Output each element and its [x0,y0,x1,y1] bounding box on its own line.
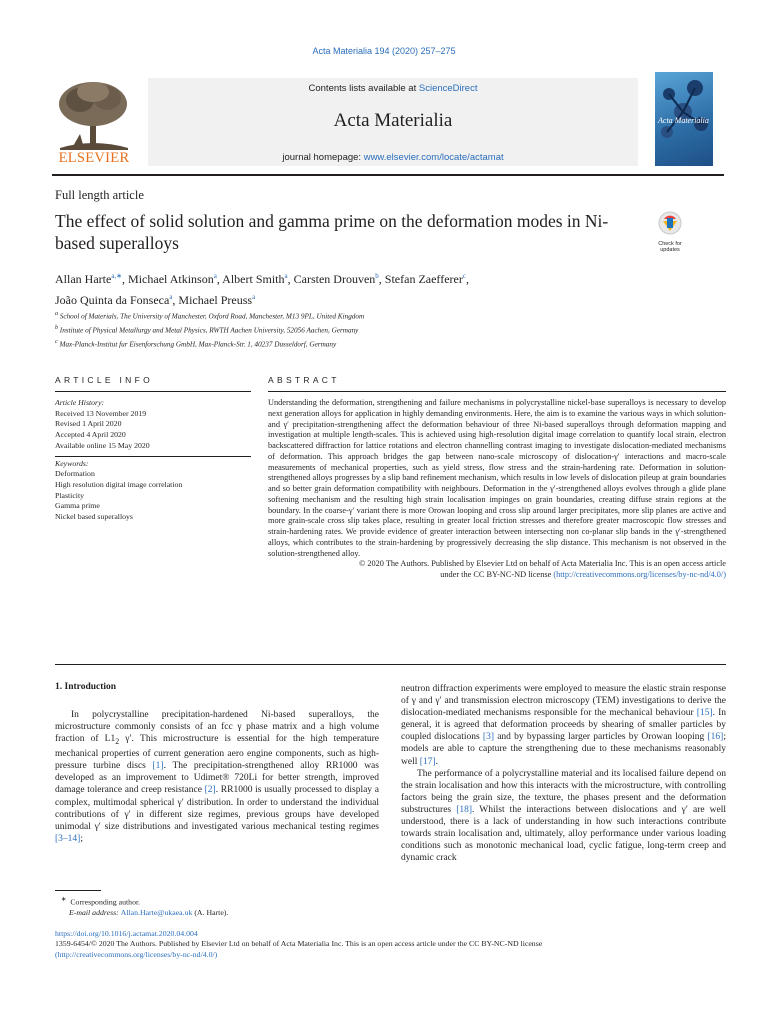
sciencedirect-link[interactable]: ScienceDirect [418,83,478,94]
author-name[interactable]: Michael Preuss [178,293,253,307]
history-item: Available online 15 May 2020 [55,440,150,450]
article-info [55,398,255,523]
journal-banner [148,78,638,166]
keyword-item: Deformation [55,469,95,479]
section-heading: 1. Introduction [55,682,117,692]
paragraph: In polycrystalline precipitation-hardened Ni-based superalloys, the microstructure commonly consists of an fcc γ phase matrix and a high volume fraction of $L1_2$ γ′. This microstructure is essential for the high temperature mechanical properties of current generation aero engine components, such as high-pressure turbine discs [1]. The precipitation-strengthened alloy RR1000 was developed as an improvement to Udimet® 720Li for better strength, improved damage tolerance and creep resistance [2]. RR1000 is usually processed to display a complex, multimodal spherical γ′ distribution. In order to understand the individual contributions of γ′ in different size regimes, previous groups have developed unimodal γ′ size distributions and investigated various mechanical testing regimes [3–14]; [55,710,379,844]
page-footer [55,929,735,960]
reference-link[interactable]: [3] [482,732,494,743]
author-affiliation-sup[interactable]: a [252,293,256,301]
journal-cover-image [655,72,713,166]
reference-link[interactable]: [17] [419,756,436,767]
abstract-bottom-rule [55,664,726,665]
author-name[interactable]: João Quinta da Fonseca [55,293,170,307]
body-column-left [55,709,379,845]
reference-link[interactable]: [16] [707,732,724,743]
abstract-rule [268,391,726,392]
reference-link[interactable]: [2] [204,785,216,796]
cover-title: Acta Materialia [658,116,709,125]
journal-homepage-line: journal homepage: www.elsevier.com/locate/actamat [282,152,504,163]
article-title: The effect of solid solution and gamma prime on the deformation modes in Ni-based superalloys [55,211,609,253]
check-for-updates-badge[interactable] [651,210,689,253]
journal-citation[interactable]: Acta Materialia 194 (2020) 257–275 [312,46,456,56]
author-affiliation-sup[interactable]: a,∗ [111,272,123,280]
abstract-text: Understanding the deformation, strengthening and failure mechanisms in polycrystalline nickel-base superalloys is necessary to develop next generation alloys for application in highly demanding environments. Here, the aim is to examine the various ways in which solution- and γ′ precipitation-strengthening affect the deformation behaviour of three Ni-based superalloys through deformation mapping and investigation at multiple length-scales. This is achieved using high-resolution digital image correlation to quantify local strain, electron backscattered diffraction for lattice rotations and electron channelling contrast imaging to investigate dislocation-mediated mechanisms of deformation. This approach bridges the gap between nano-scale microscopy of dislocation-γ′ interactions and macro-scale measurements of mechanical properties, such as yield stress, flow stress and the strain-hardening rate. Deformation in solution-strengthened alloys progresses by a slip band refinement mechanism, which results in low levels of dislocation pileup at grain boundaries and so better grain deformation compatibility with neighbours. Deformation in the γ′-strengthened alloys evolves through a glide plane softening mechanism and the resulting high strain localisation impinges on grain boundaries, creating diffuse strain regions at the boundary. In the coarse-γ′ variant there is more Orowan looping and cross slip around larger precipitates, more slip planes are active and more grain-scale cross slip takes place, resulting in greater local friction stresses and therefore greater macroscopic flow stresses and strain-hardening rates. We provide evidence of greater interaction between intersecting non co-planar slip bands in the γ′-strengthened alloys, which contributes to the strain-hardening by progressively decreasing the slip distance. This mechanism is not observed in the solution-strengthened alloy. [268,398,726,558]
affiliation-list [55,309,675,351]
crossmark-icon [651,210,689,236]
footnote [55,895,228,919]
crossmark-label: Check for updates [658,241,682,253]
header-rule [52,174,724,176]
body-column-right [401,683,726,864]
author-affiliation-sup[interactable]: a [284,272,288,280]
corresponding-author-note: ∗ Corresponding author. [61,896,141,907]
doi-link[interactable]: https://doi.org/10.1016/j.actamat.2020.04.004 [55,929,198,938]
author-list: Allan Harte$^{a,∗}$, Michael Atkinson$^a$, Albert Smith$^a$, Carsten Drouven$^b$, Stefan Zaefferer$^c$, João Quinta da Fonseca$^a$, Michael Preuss$^a$ [55,272,469,307]
copyright-line: © 2020 The Authors. Published by Elsevier Ltd on behalf of Acta Materialia Inc. This is an open access article [358,559,726,569]
history-item: Accepted 4 April 2020 [55,430,126,440]
author-affiliation-sup[interactable]: c [462,272,466,280]
abstract-body [268,398,726,581]
reference-link[interactable]: [3–14] [55,833,81,844]
reference-link[interactable]: [15] [696,708,713,719]
issn-line: 1359-6454/© 2020 The Authors. Published by Elsevier Ltd on behalf of Acta Materialia Inc. This is an open access article under the CC BY-NC-ND license [55,939,543,949]
author-affiliation-sup[interactable]: a [213,272,217,280]
elsevier-logo [52,78,136,166]
license-link[interactable]: (http://creativecommons.org/licenses/by-nc-nd/4.0/) [553,570,726,579]
article-info-heading: ARTICLE INFO [55,375,154,385]
journal-name: Acta Materialia [333,110,453,131]
email-link[interactable]: Allan.Harte@ukaea.uk [120,908,193,918]
keyword-item: Plasticity [55,490,85,500]
author-affiliation-sup[interactable]: b [375,272,379,280]
affiliation-item: $^a$ School of Materials, The University of Manchester, Oxford Road, Manchester, M13 9PL, United Kingdom [55,311,365,321]
author-name[interactable]: Stefan Zaefferer [384,272,463,286]
email-note: E-mail address: Allan.Harte@ukaea.uk (A. Harte). [69,908,229,918]
keywords-heading: Keywords: [55,458,89,468]
affiliation-item: $^b$ Institute of Physical Metallurgy and Metal Physics, RWTH Aachen University, 52056 Aachen, Germany [55,324,359,335]
footer-license-link[interactable]: (http://creativecommons.org/licenses/by-nc-nd/4.0/) [55,949,218,959]
keyword-item: Nickel based superalloys [55,512,133,522]
keywords-rule [55,456,251,457]
keyword-item: High resolution digital image correlation [55,479,183,489]
footnote-rule [55,890,101,891]
history-item: Received 13 November 2019 [55,408,147,418]
license-line: under the CC BY-NC-ND license (http://creativecommons.org/licenses/by-nc-nd/4.0/) [440,570,726,579]
history-item: Revised 1 April 2020 [55,419,122,429]
author-name[interactable]: Michael Atkinson [128,272,214,286]
article-info-rule [55,391,251,392]
publisher-logo-text: ELSEVIER [58,150,130,166]
contents-line: Contents lists available at ScienceDirect [308,83,478,94]
abstract-heading: ABSTRACT [268,375,340,385]
author-name[interactable]: Albert Smith [222,272,285,286]
paragraph: neutron diffraction experiments were employed to measure the elastic strain response of γ and γ′ and transmission electron microscopy (TEM) investigations to derive the dislocation-mediated mechanisms responsible for the mechanical behaviour [15]. In general, it is agreed that deformation proceeds by shearing of smaller particles by coupled dislocations [3] and by bypassing larger particles by Orowan looping [16]; models are able to capture the strengthening due to these mechanisms reasonably well [17]. [401,684,726,767]
journal-homepage-link[interactable]: www.elsevier.com/locate/actamat [363,152,504,163]
article-type: Full length article [55,188,144,202]
author-affiliation-sup[interactable]: a [169,293,173,301]
paragraph: The performance of a polycrystalline material and its localised failure depend on the strain localisation and how this interacts with the microstructure, with controlling factors being the grain size, the texture, the phases present and the deformation substructures [18]. Whilst the interactions between dislocations and γ′ are well understood, there is a lack of understanding in how such interactions contribute towards strain localisation and, ultimately, alloy performance under various loading conditions such as monotonic mechanical load, cyclic fatigue, long-term creep and dynamic crack [401,768,726,864]
keyword-item: Gamma prime [55,501,100,511]
history-heading: Article History: [55,398,105,407]
reference-link[interactable]: [1] [152,761,164,772]
author-name[interactable]: Carsten Drouven [293,272,376,286]
author-name[interactable]: Allan Harte [55,272,112,286]
affiliation-item: $^c$ Max-Planck-Institut fur Eisenforschung GmbH, Max-Planck-Str. 1, 40237 Dusseldorf, Germany [55,338,337,349]
reference-link[interactable]: [18] [456,804,473,815]
